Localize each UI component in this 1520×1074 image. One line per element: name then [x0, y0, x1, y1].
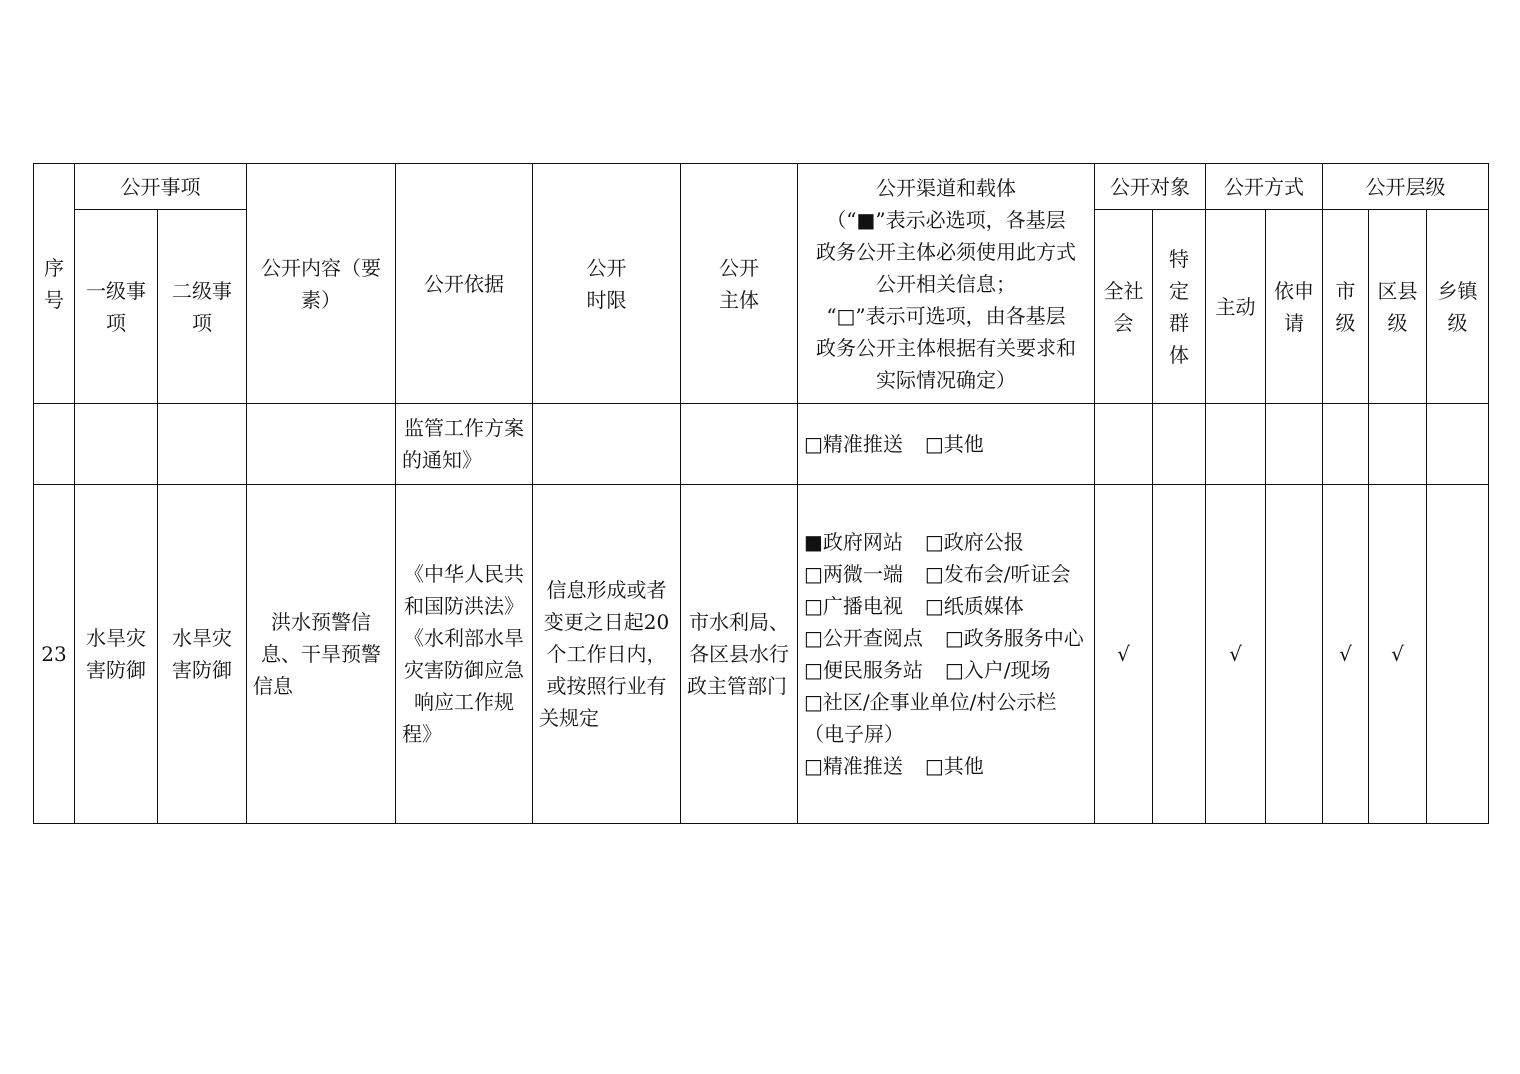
- channel-option: □发布会/听证会: [924, 562, 1071, 586]
- cell-channels: [798, 485, 1095, 824]
- cell-method-active: √: [1206, 485, 1266, 824]
- header-level1: 一级事项: [75, 210, 158, 404]
- header-channel: [798, 164, 1095, 404]
- channel-option: □广播电视: [804, 594, 903, 618]
- table-row: [34, 485, 1489, 824]
- channel-option: □便民服务站: [804, 658, 923, 682]
- channel-note-line: 政务公开主体根据有关要求和: [816, 335, 1076, 360]
- header-level2: 二级事项: [158, 210, 247, 404]
- cell-subject: 市水利局、各区县水行政主管部门: [681, 485, 798, 824]
- channel-option: □政府公报: [924, 530, 1024, 554]
- cell-channels: [798, 404, 1095, 485]
- header-public-items: 公开事项: [75, 164, 247, 210]
- cell-target-specific: [1153, 404, 1206, 485]
- header-target: 公开对象: [1095, 164, 1206, 210]
- channel-option: □精准推送: [804, 432, 903, 456]
- cell-content: 洪水预警信息、干旱预警信息: [247, 485, 396, 824]
- cell-time-limit: [533, 404, 681, 485]
- cell-method-active: [1206, 404, 1266, 485]
- cell-basis: 《中华人民共和国防洪法》《水利部水旱灾害防御应急响应工作规程》: [396, 485, 533, 824]
- channel-option: □公开查阅点: [804, 626, 923, 650]
- cell-subject: [681, 404, 798, 485]
- disclosure-table: [33, 163, 1489, 824]
- header-method-apply: 依申请: [1266, 210, 1323, 404]
- cell-basis: 监管工作方案的通知》: [396, 404, 533, 485]
- header-content: 公开内容（要素）: [247, 164, 396, 404]
- header-target-all: 全社会: [1095, 210, 1153, 404]
- cell-level2: 水旱灾害防御: [158, 485, 247, 824]
- cell-level2: [158, 404, 247, 485]
- cell-target-all: [1095, 404, 1153, 485]
- cell-level-district: [1369, 404, 1427, 485]
- channel-note-line: 实际情况确定）: [876, 367, 1016, 392]
- cell-seq: [34, 404, 75, 485]
- channel-option: ■政府网站: [804, 530, 903, 554]
- cell-level-city: √: [1323, 485, 1369, 824]
- cell-method-apply: [1266, 404, 1323, 485]
- header-seq: 序号: [34, 164, 75, 404]
- cell-seq: 23: [34, 485, 75, 824]
- channel-note-line: 公开相关信息；: [876, 271, 1016, 296]
- channel-note-line: “□”表示可选项，由各基层: [826, 303, 1066, 328]
- header-time-limit: 公开时限: [533, 164, 681, 404]
- header-subject: 公开主体: [681, 164, 798, 404]
- channel-option: □其他: [924, 754, 984, 778]
- channel-note-line: 政务公开主体必须使用此方式: [816, 239, 1076, 264]
- channel-note-line: （“■”表示必选项，各基层: [826, 207, 1066, 232]
- header-level-district: 区县级: [1369, 210, 1427, 404]
- channel-option: □其他: [924, 432, 984, 456]
- header-level: 公开层级: [1323, 164, 1489, 210]
- header-target-specific: 特定群体: [1153, 210, 1206, 404]
- channel-option: □政务服务中心: [944, 626, 1084, 650]
- header-method: 公开方式: [1206, 164, 1323, 210]
- channel-option: □入户/现场: [944, 658, 1051, 682]
- header-level-city: 市级: [1323, 210, 1369, 404]
- channel-option: □社区/企事业单位/村公示栏（电子屏）: [804, 690, 1057, 746]
- cell-target-specific: [1153, 485, 1206, 824]
- header-row-top: [34, 164, 1489, 210]
- channel-title: 公开渠道和载体: [876, 175, 1016, 200]
- cell-level-town: [1427, 485, 1489, 824]
- cell-content: [247, 404, 396, 485]
- cell-time-limit: 信息形成或者变更之日起20个工作日内，或按照行业有关规定: [533, 485, 681, 824]
- header-basis: 公开依据: [396, 164, 533, 404]
- table-row: [34, 404, 1489, 485]
- cell-level-town: [1427, 404, 1489, 485]
- cell-target-all: √: [1095, 485, 1153, 824]
- channel-option: □纸质媒体: [924, 594, 1024, 618]
- cell-level-district: √: [1369, 485, 1427, 824]
- cell-method-apply: [1266, 485, 1323, 824]
- channel-option: □精准推送: [804, 754, 903, 778]
- header-level-town: 乡镇级: [1427, 210, 1489, 404]
- cell-level1: 水旱灾害防御: [75, 485, 158, 824]
- cell-level1: [75, 404, 158, 485]
- cell-level-city: [1323, 404, 1369, 485]
- channel-option: □两微一端: [804, 562, 903, 586]
- header-method-active: 主动: [1206, 210, 1266, 404]
